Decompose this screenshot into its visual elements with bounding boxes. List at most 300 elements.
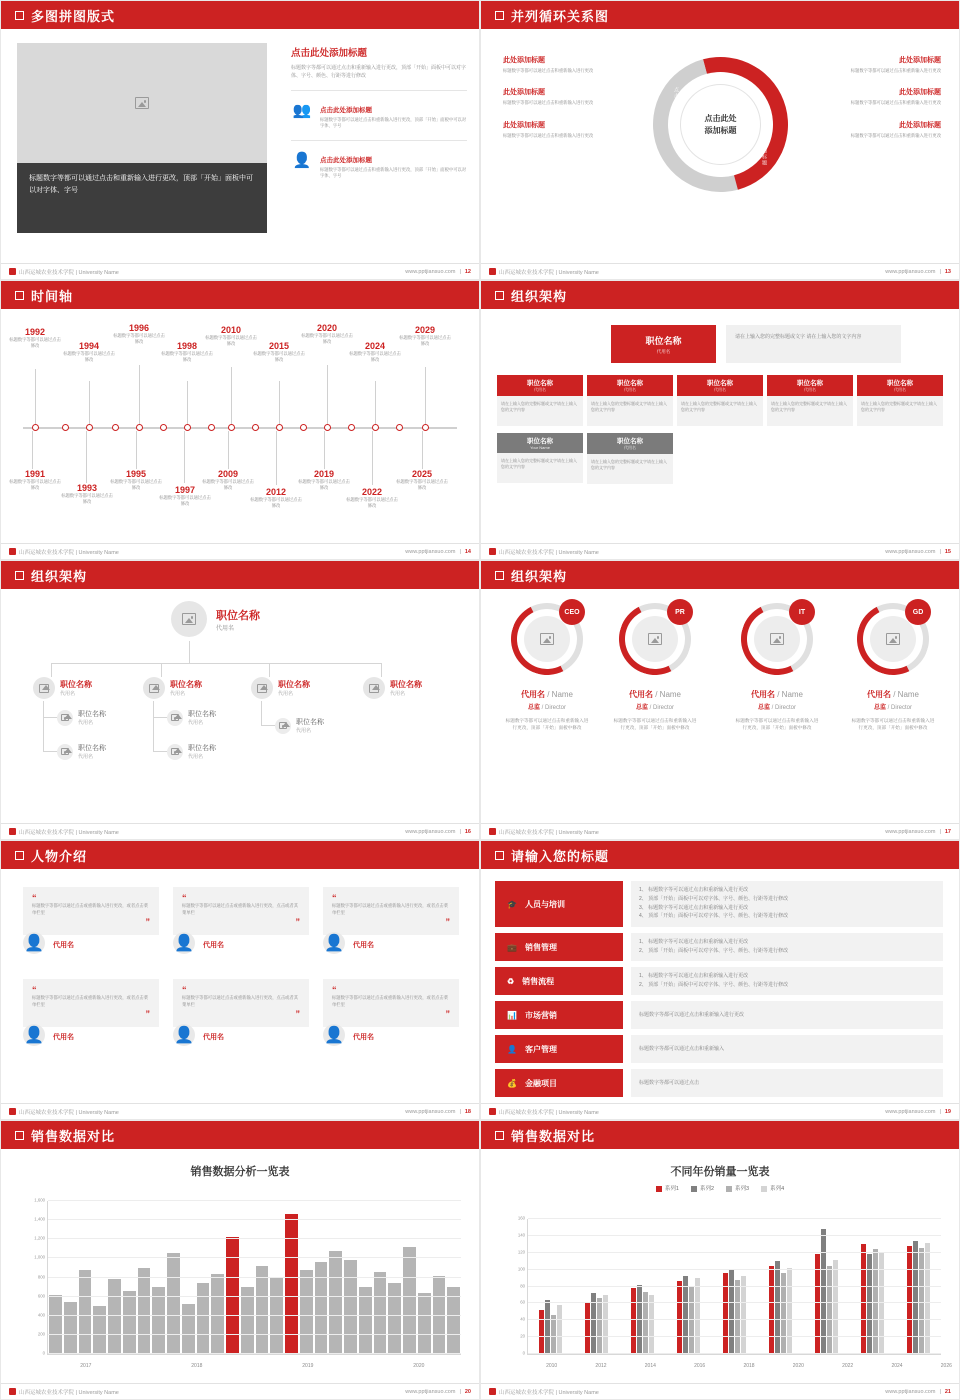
cycle-item — [503, 55, 633, 74]
slide-header — [1, 1, 479, 29]
org-card — [587, 375, 673, 426]
person-name: 代用名 — [353, 942, 374, 950]
chart-bar — [585, 1303, 590, 1354]
image-icon — [886, 633, 900, 645]
quote-close-icon: ” — [295, 1009, 300, 1020]
person-card — [173, 979, 309, 1045]
chart-bar — [182, 1304, 195, 1354]
avatar-ring — [619, 603, 691, 675]
content-block — [631, 1035, 943, 1063]
menu-label: 人员与培训 — [524, 899, 565, 909]
chart-bar — [447, 1287, 460, 1354]
slide-header — [481, 841, 959, 869]
chart-bar — [925, 1243, 930, 1354]
avatar — [143, 677, 165, 699]
footer-site: www.pptjiansuo.com — [405, 1108, 456, 1115]
chart-bar — [93, 1306, 106, 1354]
header-square-icon — [15, 1131, 24, 1140]
chart-bar-group — [803, 1219, 849, 1354]
timeline-year: 1995 — [125, 469, 147, 479]
org-node-subtitle: 代用名 — [188, 720, 204, 726]
org-node-name: 职位名称 — [78, 745, 106, 752]
timeline-desc: 标题数字等都可以通过点击修改 — [159, 495, 211, 507]
timeline-desc: 标题数字等都可以通过点击修改 — [63, 351, 115, 363]
slide-title: 时间轴 — [31, 288, 74, 304]
image-icon — [279, 722, 287, 729]
chart-bar — [403, 1247, 416, 1354]
org-card-subtitle: 代用名 — [894, 387, 906, 392]
content-block — [631, 1069, 943, 1097]
timeline-year: 1997 — [174, 485, 196, 495]
cycle-item-title: 此处添加标题 — [899, 57, 941, 64]
org-node-name: 职位名称 — [188, 711, 216, 718]
slide-title: 并列循环关系图 — [511, 8, 610, 24]
image-caption: 标题数字等都可以通过点击和重新输入进行更改，顶部「开始」面板中可以对字体、字号 — [17, 163, 267, 233]
slide-header — [481, 281, 959, 309]
team-member — [603, 603, 707, 732]
member-bio: 标题数字等都可以通过点击和重新输入进行更改，顶部「开始」面板中修改 — [613, 718, 697, 731]
chart-bar — [49, 1295, 62, 1354]
chart-bar — [152, 1287, 165, 1354]
chart-bar — [359, 1287, 372, 1354]
header-square-icon — [15, 291, 24, 300]
image-icon — [369, 684, 379, 693]
timeline-year: 2012 — [265, 487, 287, 497]
content-line: 标题数字等都可以通过点击和重新输入进行更改 — [639, 1012, 745, 1018]
header-square-icon — [495, 291, 504, 300]
timeline-item — [9, 469, 61, 492]
slide-footer: 山西运城农业技术学院 | University Name www.pptjiansuo.com | 16 — [1, 823, 479, 839]
footer-site: www.pptjiansuo.com — [885, 828, 936, 835]
timeline-year: 1992 — [24, 327, 46, 337]
section-heading: 点击此处添加标题 — [291, 48, 368, 59]
list-item — [291, 90, 467, 130]
member-name: 代用名 — [750, 690, 775, 699]
slide-sales-chart-1 — [0, 1120, 480, 1400]
menu-item-training[interactable] — [495, 881, 623, 927]
org-card-name: 职位名称 — [617, 380, 643, 387]
chart-bar — [108, 1279, 121, 1354]
org-card-subtitle: 代用名 — [714, 387, 726, 392]
org-card-subtitle: 代用名 — [624, 387, 636, 392]
chart-bar — [79, 1270, 92, 1354]
timeline-item — [349, 341, 401, 364]
timeline-desc: 标题数字等都可以通过点击修改 — [396, 479, 448, 491]
org-card-subtitle: 代用名 — [534, 387, 546, 392]
content-line: 1、 标题数字等可以通过点击和重新输入进行更改 — [639, 939, 749, 945]
person-text: 标题数字等都可以通过点击或重新输入进行更改，或者点击菜单栏里 — [332, 995, 449, 1008]
page-number: 17 — [944, 828, 951, 835]
image-icon — [171, 748, 179, 755]
chart-bar — [344, 1260, 357, 1354]
list-item-text: 标题数字等都可以通过点击和重新输入进行更改，顶部「开始」面板中可以对字体、字号 — [320, 166, 467, 179]
list-item — [291, 140, 467, 180]
chart-bar — [603, 1295, 608, 1354]
cycle-item-text: 标题数字等都可以通过点击和重新输入进行更改 — [850, 68, 941, 73]
member-name: 代用名 — [520, 690, 545, 699]
chart-bar — [787, 1268, 792, 1354]
member-name-en: / Name — [777, 690, 804, 699]
cycle-ring — [653, 57, 788, 192]
org-node-name: 职位名称 — [278, 680, 310, 689]
chart-bar — [418, 1293, 431, 1354]
chart-bar-group — [574, 1219, 620, 1354]
avatar: 👤 — [23, 932, 45, 954]
org-node — [57, 743, 106, 760]
content-block — [631, 881, 943, 927]
slide-header — [1, 841, 479, 869]
content-line: 2、 顶部「开始」面板中可以对字体、字号、颜色、行距等进行修改 — [639, 947, 789, 954]
org-card-text: 请在上输入您的完整标题或文字请在上输入您的文字内容 — [587, 454, 673, 484]
timeline-item — [250, 487, 302, 510]
menu-label: 销售管理 — [524, 942, 557, 952]
timeline-desc: 标题数字等都可以通过点击修改 — [9, 479, 61, 491]
slide-header — [481, 1121, 959, 1149]
org-node — [143, 677, 202, 699]
content-line: 3、 标题数字等可以通过点击和重新输入进行更改 — [639, 904, 749, 911]
slide-sales-chart-2 — [480, 1120, 960, 1400]
chart-bar — [374, 1272, 387, 1354]
image-icon — [135, 97, 149, 109]
header-square-icon — [495, 11, 504, 20]
slide-footer: 山西运城农业技术学院 | University Name www.pptjiansuo.com | 14 — [1, 543, 479, 559]
chart-plot-area: 0 200 400 600 800 1,000 1,200 1,400 1,600 — [47, 1201, 461, 1355]
chart-bar — [167, 1253, 180, 1354]
ring-label-right: 点击此处添加标题 — [761, 118, 767, 166]
header-square-icon — [15, 11, 24, 20]
timeline-desc: 标题数字等都可以通过点击修改 — [202, 479, 254, 491]
timeline-year: 1998 — [176, 341, 198, 351]
avatar — [33, 677, 55, 699]
footer-logo — [9, 548, 16, 555]
chart-bar — [551, 1315, 556, 1354]
timeline-desc: 标题数字等都可以通过点击修改 — [61, 493, 113, 505]
org-root — [171, 601, 260, 637]
cycle-item-text: 标题数字等都可以通过点击和重新输入进行更改 — [503, 68, 594, 73]
org-node-subtitle: 代用名 — [390, 691, 406, 697]
org-card-text: 请在上输入您的完整标题或文字请在上输入您的文字内容 — [497, 396, 583, 426]
slide-timeline — [0, 280, 480, 560]
chart-bar — [64, 1302, 77, 1354]
avatar — [57, 744, 73, 760]
chart-bar-group — [712, 1219, 758, 1354]
finance-icon: 💰 — [507, 1078, 517, 1088]
person-card — [173, 887, 309, 953]
org-node — [33, 677, 92, 699]
timeline-item — [9, 327, 61, 350]
quote-open-icon: “ — [32, 893, 37, 903]
timeline-desc: 标题数字等都可以通过点击修改 — [113, 333, 165, 345]
menu-item-finance[interactable] — [495, 1069, 623, 1097]
avatar-ring — [857, 603, 929, 675]
org-node-name: 职位名称 — [60, 680, 92, 689]
content-column — [631, 881, 943, 1103]
slide-title: 组织架构 — [31, 568, 88, 584]
chart-x-label: 2017 — [80, 1363, 92, 1369]
footer-org: 山西运城农业技术学院 | University Name — [499, 1389, 599, 1396]
person-card — [323, 979, 459, 1045]
member-title: 总监 — [873, 705, 886, 711]
chart-x-label: 2012 — [595, 1363, 607, 1369]
member-title-en: / Director — [887, 705, 913, 711]
menu-item-sales-mgmt[interactable] — [495, 933, 623, 961]
chart-bar — [689, 1287, 694, 1355]
slide-org-grid — [480, 280, 960, 560]
timeline-year: 2025 — [411, 469, 433, 479]
quote-open-icon: “ — [32, 985, 37, 995]
org-node-subtitle: 代用名 — [78, 720, 94, 726]
chart-1 — [21, 1197, 465, 1375]
slide-header — [481, 1, 959, 29]
member-title-en: / Director — [541, 705, 567, 711]
timeline-desc: 标题数字等都可以通过点击修改 — [161, 351, 213, 363]
org-card-subtitle: 代用名 — [624, 445, 636, 450]
slide-team-circles — [480, 560, 960, 840]
avatar — [363, 677, 385, 699]
quote-open-icon: “ — [182, 893, 187, 903]
left-items — [503, 55, 633, 152]
avatar: 👤 — [173, 932, 195, 954]
chart-x-label: 2016 — [694, 1363, 706, 1369]
person-name: 代用名 — [53, 1034, 74, 1042]
org-node-name: 职位名称 — [78, 711, 106, 718]
person-text: 标题数字等都可以通过点击或重新输入进行更改，或者点击菜单栏里 — [32, 995, 149, 1008]
timeline-item — [63, 341, 115, 364]
quote-close-icon: ” — [145, 1009, 150, 1020]
menu-item-marketing[interactable] — [495, 1001, 623, 1029]
timeline-item — [346, 487, 398, 510]
chart-bar — [300, 1270, 313, 1354]
person-text: 标题数字等都可以通过点击或重新输入进行更改，或者点击菜单栏里 — [332, 903, 449, 916]
slide-footer: 山西运城农业技术学院 | University Name www.pptjiansuo.com | 15 — [481, 543, 959, 559]
timeline-body — [1, 309, 479, 543]
chart-bar — [729, 1270, 734, 1354]
cycle-item — [811, 55, 941, 74]
timeline-desc: 标题数字等都可以通过点击修改 — [250, 497, 302, 509]
footer-logo — [9, 1388, 16, 1395]
member-bio: 标题数字等都可以通过点击和重新输入进行更改，顶部「开始」面板中修改 — [505, 718, 589, 731]
image-icon — [770, 633, 784, 645]
member-bio: 标题数字等都可以通过点击和重新输入进行更改，顶部「开始」面板中修改 — [735, 718, 819, 731]
legend-entry: 系列1 — [656, 1184, 679, 1192]
org-card — [767, 375, 853, 426]
chart-bar-group — [849, 1219, 895, 1354]
timeline-desc: 标题数字等都可以通过点击修改 — [301, 333, 353, 345]
chart-bar — [769, 1266, 774, 1354]
team-member — [841, 603, 945, 732]
footer-logo — [489, 828, 496, 835]
cycle-item-text: 标题数字等都可以通过点击和重新输入进行更改 — [850, 100, 941, 106]
page-number: 15 — [944, 548, 951, 555]
cycle-item-text: 标题数字等都可以通过点击和重新输入进行更改 — [503, 100, 594, 106]
chart-bar — [643, 1292, 648, 1354]
org-node-name: 职位名称 — [296, 719, 324, 726]
timeline-year: 2010 — [220, 325, 242, 335]
timeline-item — [110, 469, 162, 492]
footer-org: 山西运城农业技术学院 | University Name — [19, 269, 119, 276]
content-block — [631, 967, 943, 995]
person-text: 标题数字等都可以通过点击或重新输入进行更改，点击或者其菜单栏 — [182, 903, 299, 916]
marketing-icon: 📊 — [507, 1010, 517, 1020]
chart-title: 不同年份销量一览表 — [670, 1166, 770, 1178]
menu-item-sales-process[interactable] — [495, 967, 623, 995]
content-line: 标题数字等都可以通过点击和重新输入 — [639, 1046, 725, 1052]
page-number: 18 — [464, 1108, 471, 1115]
image-icon — [257, 684, 267, 693]
org-card-name: 职位名称 — [887, 380, 913, 387]
quote-close-icon: ” — [445, 917, 450, 928]
slide-footer: 山西运城农业技术学院 | University Name www.pptjiansuo.com | 18 — [1, 1103, 479, 1119]
slide-header — [1, 561, 479, 589]
chart-2 — [501, 1215, 952, 1375]
footer-org: 山西运城农业技术学院 | University Name — [19, 1389, 119, 1396]
slide-title: 组织架构 — [511, 288, 568, 304]
chart-bar-group — [620, 1219, 666, 1354]
timeline-year: 2022 — [361, 487, 383, 497]
chart-bar — [123, 1291, 136, 1354]
chart-bar — [388, 1283, 401, 1354]
chart-bar — [735, 1280, 740, 1354]
users-icon: 👥 — [292, 102, 312, 119]
org-card-text: 请在上输入您的完整标题或文字请在上输入您的文字内容 — [587, 396, 673, 426]
footer-logo — [489, 268, 496, 275]
content-line: 标题数字等都可以通过点击 — [639, 1080, 700, 1086]
section-body: 标题数字等都可以通过点击和重新输入进行更改，顶部「开始」面板中可以对字体、字号、颜色、行距等进行修改 — [291, 65, 467, 79]
slide-header — [481, 561, 959, 589]
cycle-item-text: 标题数字等都可以通过点击和重新输入进行更改 — [503, 132, 594, 138]
slide-footer: 山西运城农业技术学院 | University Name www.pptjiansuo.com | 20 — [1, 1383, 479, 1399]
avatar — [57, 710, 73, 726]
chart-bar — [695, 1278, 700, 1354]
sales-icon: 💼 — [507, 942, 517, 952]
role-badge: GD — [905, 599, 931, 625]
org-node-subtitle: 代用名 — [170, 691, 186, 697]
chart-bar — [631, 1288, 636, 1354]
chart-x-label: 2024 — [891, 1363, 903, 1369]
chart-bar — [907, 1246, 912, 1354]
chart-x-label: 2020 — [413, 1363, 425, 1369]
cycle-item — [503, 87, 633, 106]
org-root-card — [611, 325, 716, 363]
slide-footer: 山西运城农业技术学院 | University Name www.pptjiansuo.com | 17 — [481, 823, 959, 839]
timeline-year: 1991 — [24, 469, 46, 479]
menu-label: 客户管理 — [524, 1044, 557, 1054]
org-card-subtitle: 代用名 — [804, 387, 816, 392]
text-column — [291, 45, 467, 180]
org-card-name: 职位名称 — [527, 380, 553, 387]
timeline-desc: 标题数字等都可以通过点击修改 — [110, 479, 162, 491]
timeline-year: 1993 — [76, 483, 98, 493]
timeline-item — [202, 469, 254, 492]
team-member — [495, 603, 599, 732]
org-node-subtitle: 代用名 — [188, 754, 204, 760]
org-card — [857, 375, 943, 426]
person-text: 标题数字等都可以通过点击或重新输入进行更改，点击或者其菜单栏 — [182, 995, 299, 1008]
chart-bar — [741, 1276, 746, 1354]
member-name: 代用名 — [628, 690, 653, 699]
org-card-text: 请在上输入您的完整标题或文字请在上输入您的文字内容 — [857, 396, 943, 426]
member-name-en: / Name — [893, 690, 920, 699]
member-title-en: / Director — [771, 705, 797, 711]
list-item-title: 点击此处添加标题 — [320, 156, 372, 164]
avatar — [251, 677, 273, 699]
chart-title: 销售数据分析一览表 — [190, 1166, 290, 1178]
footer-org: 山西运城农业技术学院 | University Name — [19, 1109, 119, 1116]
timeline-year: 1994 — [78, 341, 100, 351]
member-name: 代用名 — [866, 690, 891, 699]
chart-x-label: 2010 — [546, 1363, 558, 1369]
timeline-desc: 标题数字等都可以通过点击修改 — [9, 337, 61, 349]
chart-bars — [528, 1219, 941, 1354]
image-icon — [61, 714, 69, 721]
chart-bar — [827, 1266, 832, 1354]
timeline-item — [253, 341, 305, 364]
user-icon: 👤 — [292, 151, 312, 169]
content-line: 2、 顶部「开始」面板中可以对字体、字号、颜色、行距等进行修改 — [639, 981, 789, 988]
timeline-year: 2009 — [217, 469, 239, 479]
org-card — [497, 375, 583, 426]
org-root-subtitle: 代用名 — [656, 348, 671, 354]
person-card — [23, 979, 159, 1045]
timeline-year: 2019 — [313, 469, 335, 479]
role-badge: CEO — [559, 599, 585, 625]
timeline-desc: 标题数字等都可以通过点击修改 — [298, 479, 350, 491]
slide-title: 销售数据对比 — [511, 1128, 596, 1144]
slide-title: 请输入您的标题 — [511, 848, 610, 864]
footer-org: 山西运城农业技术学院 | University Name — [499, 269, 599, 276]
org-node-name: 职位名称 — [390, 680, 422, 689]
role-badge: PR — [667, 599, 693, 625]
chart-bar — [545, 1300, 550, 1354]
training-icon: 🎓 — [507, 899, 517, 909]
chart-bar — [649, 1295, 654, 1354]
chart-x-label: 2020 — [792, 1363, 804, 1369]
org-root-subtitle: 代用名 — [216, 625, 235, 632]
image-icon — [540, 633, 554, 645]
legend-entry: 系列4 — [761, 1184, 784, 1192]
org-card — [497, 433, 583, 483]
org-root-name: 职位名称 — [645, 335, 682, 346]
avatar — [167, 744, 183, 760]
cycle-item — [811, 120, 941, 139]
header-square-icon — [495, 1131, 504, 1140]
slide-person-intro — [0, 840, 480, 1120]
org-side-note — [726, 325, 901, 363]
avatar-ring — [741, 603, 813, 675]
member-bio: 标题数字等都可以通过点击和重新输入进行更改，顶部「开始」面板中修改 — [851, 718, 935, 731]
org-card-subtitle: Your Name — [530, 445, 550, 450]
member-title: 总监 — [757, 705, 770, 711]
menu-item-customer[interactable] — [495, 1035, 623, 1063]
image-icon — [648, 633, 662, 645]
org-node — [275, 717, 324, 734]
timeline-item — [396, 469, 448, 492]
content-line: 4、 顶部「开始」面板中可以对字体、字号、颜色、行距等进行修改 — [639, 913, 789, 920]
chart-bar — [683, 1276, 688, 1354]
slide-header — [1, 1121, 479, 1149]
chart-plot-area: 0 20 40 60 80 100 120 140 160 — [527, 1219, 941, 1355]
person-card — [323, 887, 459, 953]
page-number: 12 — [464, 268, 471, 275]
chart-bar — [861, 1244, 866, 1354]
image-icon — [149, 684, 159, 693]
member-title: 总监 — [635, 705, 648, 711]
quote-open-icon: “ — [332, 893, 337, 903]
quote-close-icon: ” — [145, 917, 150, 928]
timeline-year: 2020 — [316, 323, 338, 333]
slide-title: 多图拼图版式 — [31, 8, 116, 24]
org-node-subtitle: 代用名 — [60, 691, 76, 697]
